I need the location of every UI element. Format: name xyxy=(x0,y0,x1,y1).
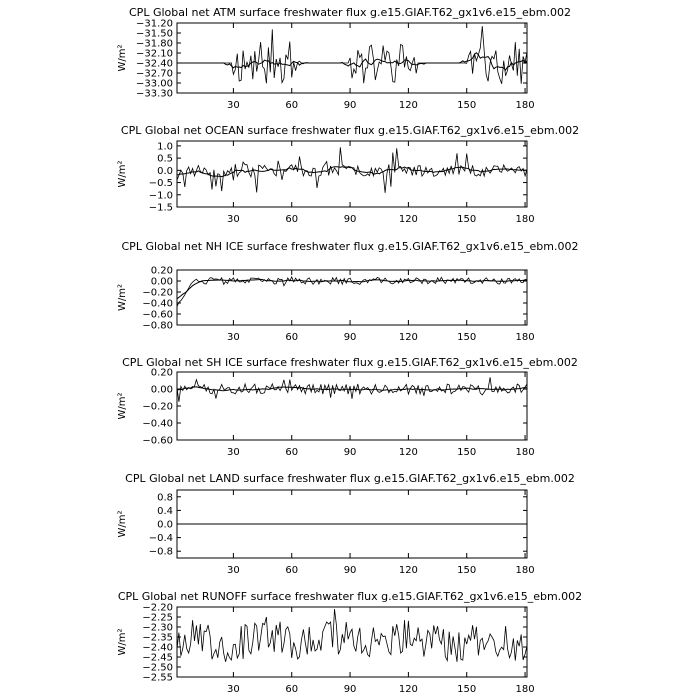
x-tick-label: 60 xyxy=(285,332,299,343)
y-tick-label: −2.45 xyxy=(142,652,173,664)
x-tick-label: 150 xyxy=(457,332,477,343)
y-tick-label: −32.70 xyxy=(135,68,173,80)
y-axis-label: W/m² xyxy=(117,628,128,656)
chart-title: CPL Global net NH ICE surface freshwater flux g.e15.GIAF.T62_gx1v6.e15_ebm.002 xyxy=(121,240,579,253)
x-tick-label: 120 xyxy=(398,565,418,576)
x-tick-label: 120 xyxy=(398,447,418,458)
y-tick-label: 1.0 xyxy=(157,141,173,153)
x-tick-label: 120 xyxy=(398,214,418,225)
x-tick-label: 180 xyxy=(515,332,535,343)
x-tick-label: 60 xyxy=(285,214,299,225)
y-tick-label: 0.8 xyxy=(157,492,173,504)
y-tick-label: −0.20 xyxy=(142,287,173,299)
y-tick-label: −33.00 xyxy=(135,78,173,90)
y-tick-label: −1.0 xyxy=(148,190,173,202)
x-tick-label: 60 xyxy=(285,100,299,111)
y-tick-label: −0.80 xyxy=(142,320,173,332)
chart-title: CPL Global net SH ICE surface freshwater flux g.e15.GIAF.T62_gx1v6.e15_ebm.002 xyxy=(122,356,578,369)
y-tick-label: 0.5 xyxy=(157,153,173,165)
x-tick-label: 30 xyxy=(227,100,240,111)
x-tick-label: 120 xyxy=(398,684,418,695)
y-tick-label: −2.35 xyxy=(142,632,173,644)
y-tick-label: 0.0 xyxy=(157,165,173,177)
chart-title: CPL Global net LAND surface freshwater flux g.e15.GIAF.T62_gx1v6.e15_ebm.002 xyxy=(125,472,575,485)
x-tick-label: 90 xyxy=(343,214,357,225)
y-tick-label: −31.20 xyxy=(135,18,173,30)
y-tick-label: −2.50 xyxy=(142,662,173,674)
y-tick-label: −0.4 xyxy=(148,533,173,545)
chart-title: CPL Global net RUNOFF surface freshwater flux g.e15.GIAF.T62_gx1v6.e15_ebm.002 xyxy=(117,590,583,603)
y-tick-label: −0.40 xyxy=(142,418,173,430)
y-tick-label: −2.40 xyxy=(142,642,173,654)
y-tick-label: −0.20 xyxy=(142,401,173,413)
x-tick-label: 180 xyxy=(515,100,535,111)
y-tick-label: 0.0 xyxy=(157,519,173,531)
x-tick-label: 90 xyxy=(343,100,357,111)
y-tick-label: −31.80 xyxy=(135,38,173,50)
y-tick-label: −32.10 xyxy=(135,48,173,60)
y-tick-label: −1.5 xyxy=(148,202,173,214)
x-tick-label: 90 xyxy=(343,447,357,458)
y-tick-label: −2.25 xyxy=(142,612,173,624)
y-tick-label: 0.00 xyxy=(150,276,173,288)
y-tick-label: −0.60 xyxy=(142,309,173,321)
y-tick-label: 0.20 xyxy=(150,265,173,277)
y-tick-label: −0.5 xyxy=(148,178,173,190)
x-tick-label: 150 xyxy=(457,447,477,458)
y-tick-label: −2.20 xyxy=(142,602,173,614)
y-tick-label: 0.00 xyxy=(150,384,173,396)
x-tick-label: 30 xyxy=(227,214,240,225)
y-tick-label: −32.40 xyxy=(135,58,173,70)
x-tick-label: 180 xyxy=(515,214,535,225)
y-axis-label: W/m² xyxy=(117,510,128,538)
x-tick-label: 90 xyxy=(343,565,357,576)
x-tick-label: 60 xyxy=(285,447,299,458)
x-tick-label: 60 xyxy=(285,684,299,695)
y-tick-label: −31.50 xyxy=(135,28,173,40)
y-tick-label: −0.60 xyxy=(142,435,173,447)
x-tick-label: 30 xyxy=(227,332,240,343)
x-tick-label: 90 xyxy=(343,332,357,343)
y-axis-label: W/m² xyxy=(117,160,128,188)
y-axis-label: W/m² xyxy=(117,392,128,420)
x-tick-label: 30 xyxy=(227,684,240,695)
y-tick-label: −2.55 xyxy=(142,672,173,684)
x-tick-label: 150 xyxy=(457,100,477,111)
x-tick-label: 120 xyxy=(398,100,418,111)
y-tick-label: 0.20 xyxy=(150,367,173,379)
y-axis-label: W/m² xyxy=(117,44,128,72)
x-tick-label: 60 xyxy=(285,565,299,576)
x-tick-label: 30 xyxy=(227,447,240,458)
y-axis-label: W/m² xyxy=(117,283,128,312)
x-tick-label: 90 xyxy=(343,684,357,695)
x-tick-label: 150 xyxy=(457,565,477,576)
y-tick-label: −2.30 xyxy=(142,622,173,634)
x-tick-label: 120 xyxy=(398,332,418,343)
y-tick-label: −33.30 xyxy=(135,88,173,100)
y-tick-label: 0.4 xyxy=(157,505,173,517)
x-tick-label: 30 xyxy=(227,565,240,576)
x-tick-label: 180 xyxy=(515,447,535,458)
y-tick-label: −0.40 xyxy=(142,298,173,310)
y-tick-label: −0.8 xyxy=(148,546,173,558)
chart-title: CPL Global net ATM surface freshwater flux g.e15.GIAF.T62_gx1v6.e15_ebm.002 xyxy=(129,6,571,19)
x-tick-label: 150 xyxy=(457,684,477,695)
x-tick-label: 180 xyxy=(515,684,535,695)
chart-title: CPL Global net OCEAN surface freshwater flux g.e15.GIAF.T62_gx1v6.e15_ebm.002 xyxy=(120,124,580,137)
x-tick-label: 180 xyxy=(515,565,535,576)
x-tick-label: 150 xyxy=(457,214,477,225)
